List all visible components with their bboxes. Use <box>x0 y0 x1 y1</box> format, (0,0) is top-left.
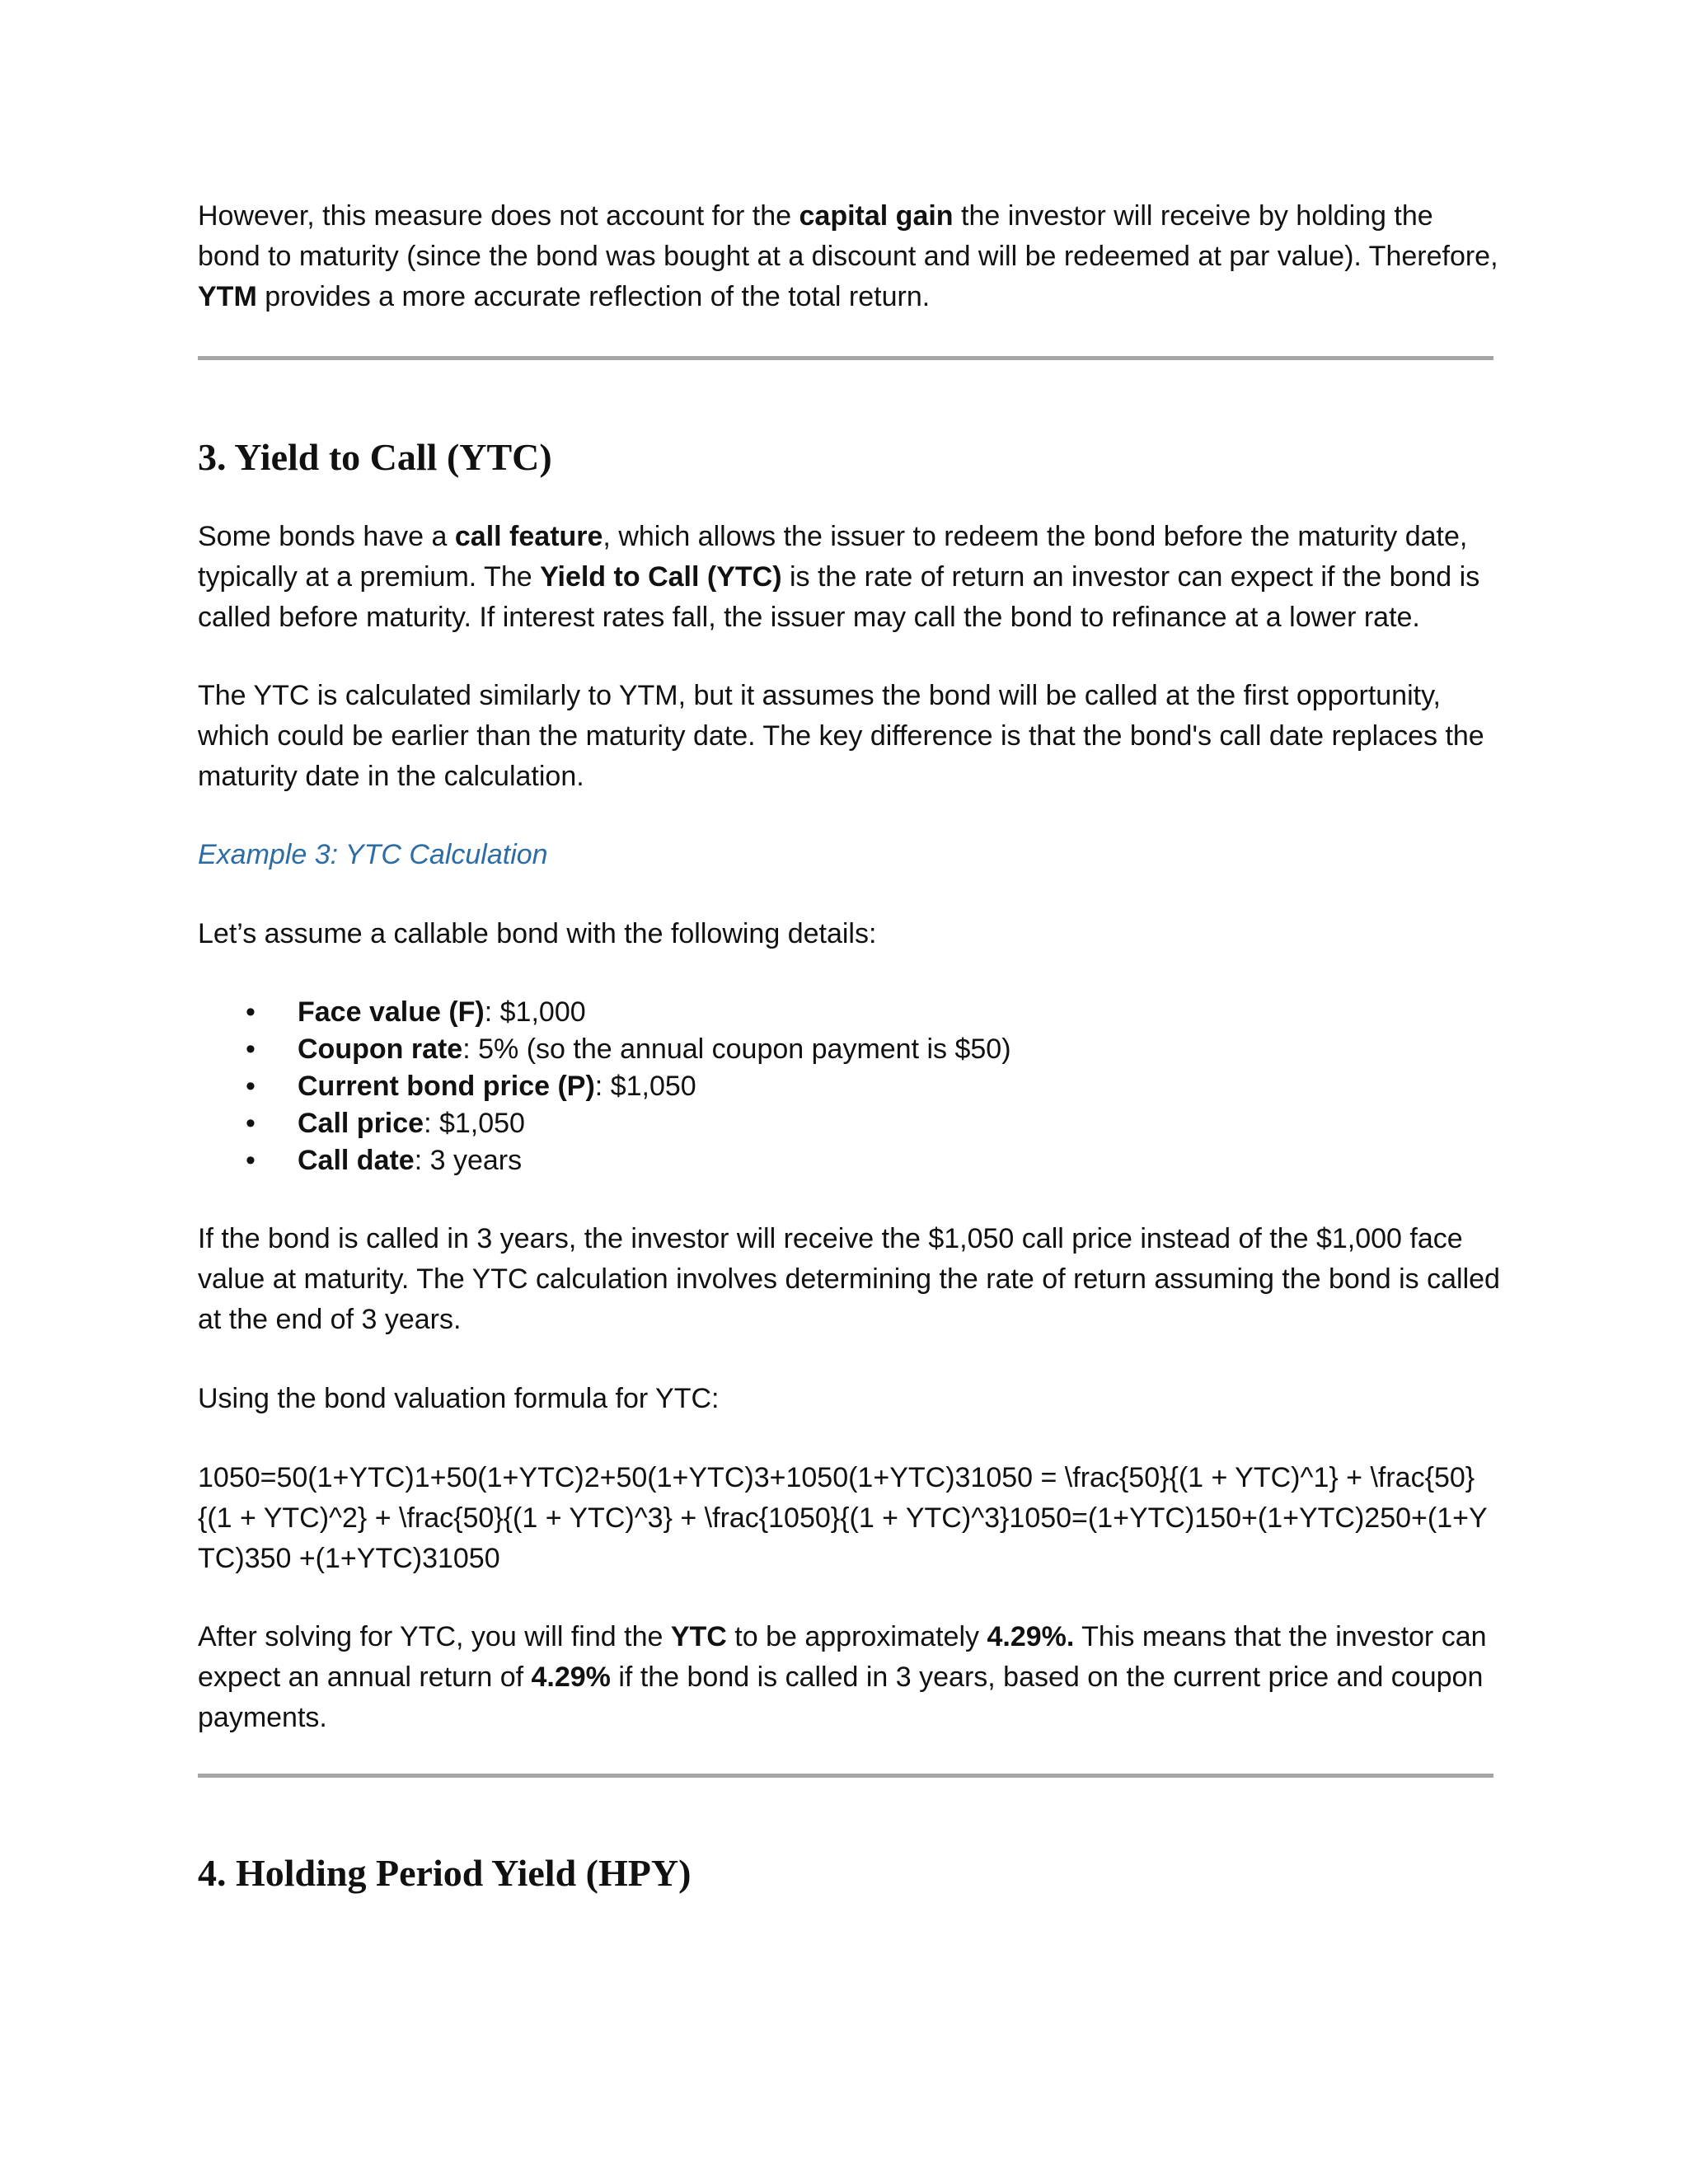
intro-text: the investor will receive by holding the bond to maturity (since the bond was bought at a discount and will be redeemed at par value). Therefore, <box>198 200 1498 272</box>
list-item <box>198 1031 1434 1068</box>
section-heading-ytc: 3. Yield to Call (YTC) <box>198 436 552 478</box>
intro-text: However, this measure does not account for the <box>198 200 799 232</box>
bullet-icon: • <box>246 1145 256 1176</box>
section-heading-hpy: 4. Holding Period Yield (HPY) <box>198 1852 692 1894</box>
paragraph-text: is the rate of return an investor can expect if the bond is called before maturity. If interest rates fall, the issuer may call the bond to refinance at a lower rate. <box>198 561 1480 633</box>
list-item <box>198 1068 1434 1105</box>
ytc-term: Yield to Call (YTC) <box>540 561 782 593</box>
paragraph-text: This means that the investor can expect an annual return of <box>198 1621 1487 1693</box>
detail-value: : $1,050 <box>424 1108 525 1139</box>
detail-value: : 5% (so the annual coupon payment is $50) <box>462 1033 1011 1065</box>
detail-label: Call price <box>298 1108 424 1139</box>
detail-value: : 3 years <box>414 1145 523 1176</box>
horizontal-divider <box>198 1774 1493 1778</box>
detail-label: Face value (F) <box>298 996 485 1028</box>
formula-intro: Using the bond valuation formula for YTC: <box>198 1383 720 1414</box>
detail-value: : $1,050 <box>594 1071 696 1102</box>
bullet-icon: • <box>246 1071 256 1102</box>
paragraph-text: Some bonds have a <box>198 521 455 552</box>
intro-paragraph <box>198 196 1500 317</box>
call-feature-term: call feature <box>454 521 603 552</box>
detail-label: Current bond price (P) <box>298 1071 595 1102</box>
ytc-calculation-paragraph: The YTC is calculated similarly to YTM, but it assumes the bond will be called at the first opportunity, which could be earlier than the maturity date. The key difference is that the bond's call date replaces the maturity date in the calculation. <box>198 680 1484 792</box>
list-item <box>198 1142 1434 1179</box>
ytc-intro-paragraph <box>198 517 1500 638</box>
detail-label: Call date <box>298 1145 415 1176</box>
paragraph-text: if the bond is called in 3 years, based on the current price and coupon payments. <box>198 1661 1484 1733</box>
list-item <box>198 994 1434 1031</box>
assumption-paragraph: Let’s assume a callable bond with the following details: <box>198 918 877 949</box>
capital-gain-term: capital gain <box>799 200 954 232</box>
bullet-icon: • <box>246 1108 256 1139</box>
ytc-rate: 4.29% <box>531 1661 611 1693</box>
detail-label: Coupon rate <box>298 1033 463 1065</box>
intro-text: provides a more accurate reflection of the total return. <box>256 281 931 312</box>
result-paragraph <box>198 1617 1500 1738</box>
ytc-formula: 1050=50(1+YTC)1+50(1+YTC)2+50(1+YTC)3+1050(1+YTC)31050 = \frac{50}{(1 + YTC)^1} + \frac{50}{(1 + YTC)^2} + \frac{50}{(1 + YTC)^3} + \frac{1050}{(1 + YTC)^3}1050=(1+YTC)150+(1+YTC)250+(1+YTC)350 +(1+YTC)31050 <box>198 1462 1488 1574</box>
bond-details-list <box>198 994 1434 1179</box>
ytc-rate: 4.29%. <box>987 1621 1075 1652</box>
example-title: Example 3: YTC Calculation <box>198 839 548 870</box>
paragraph-text: After solving for YTC, you will find the <box>198 1621 671 1652</box>
bullet-icon: • <box>246 1033 256 1065</box>
ytm-term: YTM <box>198 281 257 312</box>
list-item <box>198 1105 1434 1142</box>
ytc-term: YTC <box>670 1621 727 1652</box>
detail-value: : $1,000 <box>484 996 586 1028</box>
bullet-icon: • <box>246 996 256 1028</box>
paragraph-text: , which allows the issuer to redeem the bond before the maturity date, typically at a premium. The <box>198 521 1468 593</box>
paragraph-text: to be approximately <box>726 1621 987 1652</box>
horizontal-divider <box>198 356 1493 360</box>
call-scenario-paragraph: If the bond is called in 3 years, the investor will receive the $1,050 call price instead of the $1,000 face value at maturity. The YTC calculation involves determining the rate of return assuming the bond is called at the end of 3 years. <box>198 1223 1500 1335</box>
